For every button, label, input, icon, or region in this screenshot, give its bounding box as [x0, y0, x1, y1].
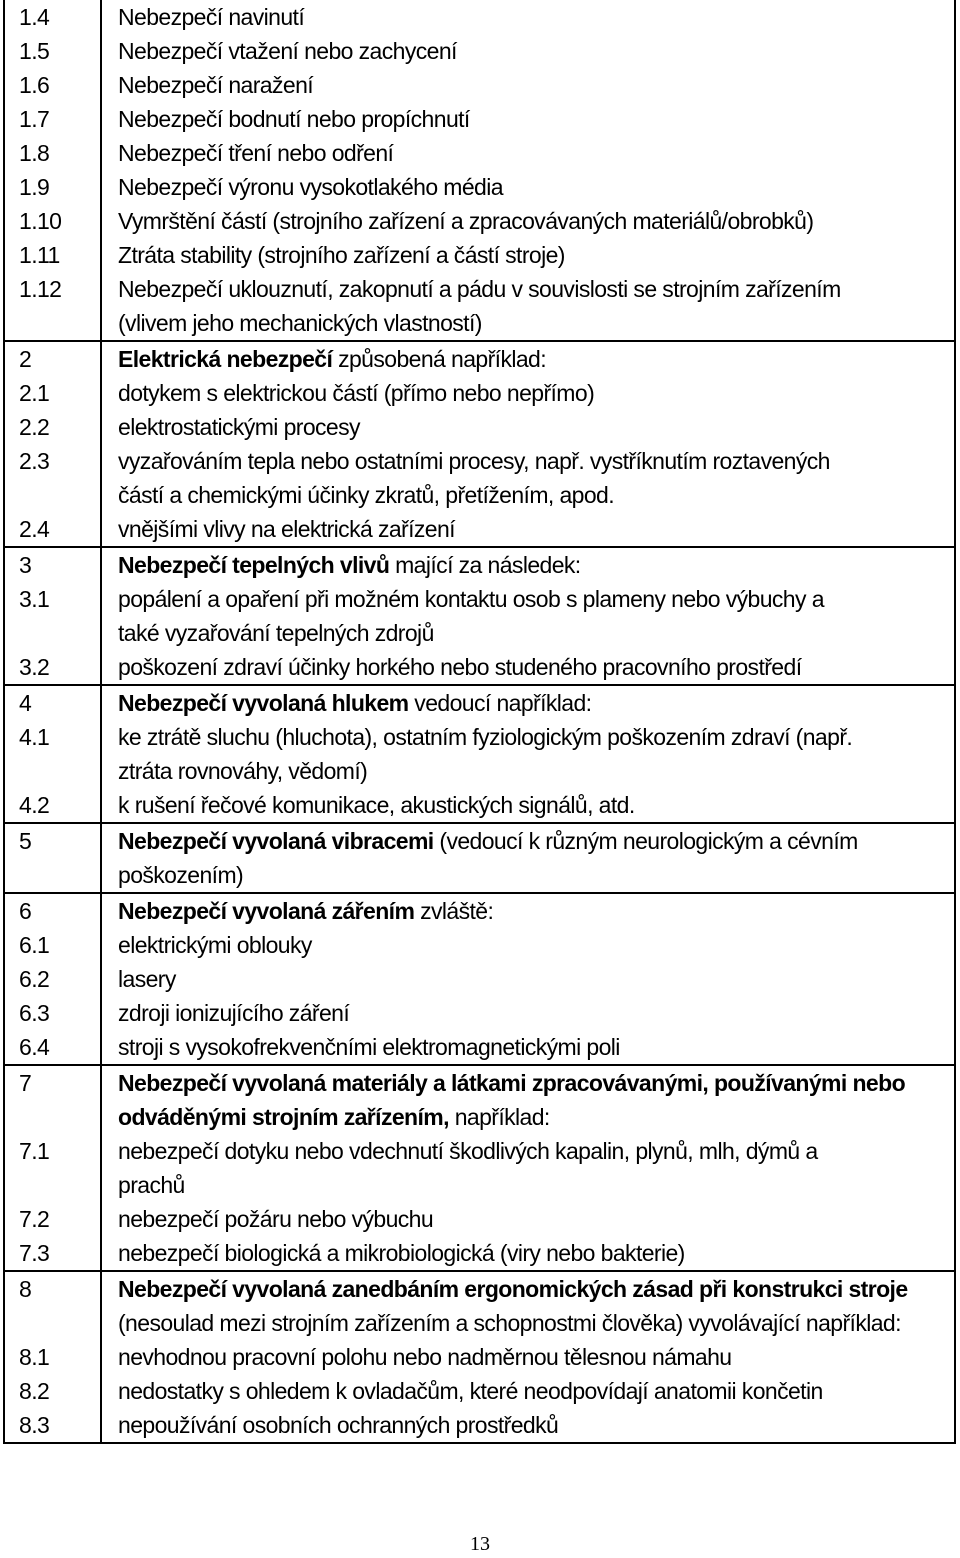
item-row: [4, 962, 955, 996]
text-line: Nebezpečí bodnutí nebo propíchnutí: [118, 106, 470, 132]
item-number: 7.3: [4, 1236, 101, 1271]
section-row: [4, 341, 955, 376]
item-text: [101, 376, 955, 410]
item-text: [101, 1271, 955, 1340]
item-text: [101, 341, 955, 376]
item-row: [4, 512, 955, 547]
section-subtitle: (nesoulad mezi strojním zařízením a schopnostmi člověka) vyvolávající například:: [118, 1310, 901, 1336]
section-title: Nebezpečí vyvolaná zanedbáním ergonomických zásad při konstrukci stroje: [118, 1276, 908, 1302]
section-row: [4, 1271, 955, 1340]
section-row: [4, 1065, 955, 1134]
item-number: 4.1: [4, 720, 101, 788]
item-text: [101, 1340, 955, 1374]
item-text: [101, 512, 955, 547]
item-number: 1.4: [4, 0, 101, 34]
item-number: 8.1: [4, 1340, 101, 1374]
item-number: 4.2: [4, 788, 101, 823]
text-line: poškození zdraví účinky horkého nebo studeného pracovního prostředí: [118, 654, 802, 680]
section-title: Nebezpečí vyvolaná vibracemi: [118, 828, 434, 854]
item-number: 3.2: [4, 650, 101, 685]
item-row: [4, 1408, 955, 1443]
item-text: [101, 547, 955, 582]
item-number: 2: [4, 341, 101, 376]
text-line: také vyzařování tepelných zdrojů: [118, 620, 434, 646]
item-text: [101, 410, 955, 444]
item-text: [101, 102, 955, 136]
section-title: Nebezpečí tepelných vlivů: [118, 552, 390, 578]
item-number: 1.6: [4, 68, 101, 102]
item-number: 8: [4, 1271, 101, 1340]
item-number: 6.3: [4, 996, 101, 1030]
item-row: [4, 272, 955, 341]
item-number: 1.9: [4, 170, 101, 204]
section-subtitle: způsobená například:: [332, 346, 547, 372]
item-number: 1.12: [4, 272, 101, 341]
text-line: ke ztrátě sluchu (hluchota), ostatním fyziologickým poškozením zdraví (např.: [118, 724, 853, 750]
section-subtitle: (vedoucí k různým neurologickým a cévním poškozením): [118, 828, 858, 888]
item-text: [101, 928, 955, 962]
item-row: [4, 238, 955, 272]
item-row: [4, 582, 955, 650]
text-line: částí a chemickými účinky zkratů, přetížením, apod.: [118, 482, 615, 508]
item-text: [101, 170, 955, 204]
text-line: vyzařováním tepla nebo ostatními procesy, např. vystříknutím roztavených: [118, 448, 830, 474]
text-line: elektrickými oblouky: [118, 932, 312, 958]
item-number: 6.4: [4, 1030, 101, 1065]
text-line: (vlivem jeho mechanických vlastností): [118, 310, 482, 336]
item-text: [101, 0, 955, 34]
hazard-table-body: [4, 0, 955, 1443]
item-number: 7: [4, 1065, 101, 1134]
item-text: [101, 1236, 955, 1271]
item-number: 1.8: [4, 136, 101, 170]
item-text: [101, 272, 955, 341]
text-line: nedostatky s ohledem k ovladačům, které neodpovídají anatomii končetin: [118, 1378, 823, 1404]
item-row: [4, 1030, 955, 1065]
text-line: Nebezpečí uklouznutí, zakopnutí a pádu v souvislosti se strojním zařízením: [118, 276, 841, 302]
text-line: Ztráta stability (strojního zařízení a částí stroje): [118, 242, 565, 268]
item-text: [101, 823, 955, 893]
item-row: [4, 34, 955, 68]
item-number: 5: [4, 823, 101, 893]
item-number: 8.2: [4, 1374, 101, 1408]
text-line: Nebezpečí navinutí: [118, 4, 305, 30]
item-text: [101, 136, 955, 170]
text-line: ztráta rovnováhy, vědomí): [118, 758, 368, 784]
item-row: [4, 1374, 955, 1408]
item-row: [4, 1202, 955, 1236]
item-text: [101, 582, 955, 650]
text-line: nebezpečí dotyku nebo vdechnutí škodlivých kapalin, plynů, mlh, dýmů a: [118, 1138, 818, 1164]
text-line: nevhodnou pracovní polohu nebo nadměrnou tělesnou námahu: [118, 1344, 732, 1370]
item-number: 6.1: [4, 928, 101, 962]
item-text: [101, 650, 955, 685]
text-line: nebezpečí biologická a mikrobiologická (viry nebo bakterie): [118, 1240, 685, 1266]
section-subtitle: mající za následek:: [389, 552, 581, 578]
item-row: [4, 1236, 955, 1271]
section-title: Elektrická nebezpečí: [118, 346, 333, 372]
item-number: 7.1: [4, 1134, 101, 1202]
item-text: [101, 1065, 955, 1134]
text-line: Nebezpečí vtažení nebo zachycení: [118, 38, 457, 64]
item-number: 2.4: [4, 512, 101, 547]
item-number: 1.11: [4, 238, 101, 272]
item-row: [4, 1134, 955, 1202]
item-text: [101, 685, 955, 720]
item-text: [101, 720, 955, 788]
section-row: [4, 823, 955, 893]
item-text: [101, 68, 955, 102]
item-row: [4, 720, 955, 788]
item-text: [101, 444, 955, 512]
text-line: Nebezpečí naražení: [118, 72, 314, 98]
section-row: [4, 547, 955, 582]
section-subtitle: například:: [448, 1104, 550, 1130]
item-row: [4, 136, 955, 170]
item-number: 6: [4, 893, 101, 928]
text-line: nebezpečí požáru nebo výbuchu: [118, 1206, 434, 1232]
item-number: 2.1: [4, 376, 101, 410]
item-text: [101, 1374, 955, 1408]
item-number: 2.2: [4, 410, 101, 444]
item-number: 1.5: [4, 34, 101, 68]
item-number: 1.10: [4, 204, 101, 238]
item-number: 2.3: [4, 444, 101, 512]
section-title: Nebezpečí vyvolaná materiály a látkami zpracovávanými, používanými nebo odváděnými strojním zařízením,: [118, 1070, 906, 1130]
text-line: popálení a opaření při možném kontaktu osob s plameny nebo výbuchy a: [118, 586, 824, 612]
item-number: 8.3: [4, 1408, 101, 1443]
item-text: [101, 204, 955, 238]
section-row: [4, 0, 955, 34]
item-row: [4, 376, 955, 410]
item-number: 1.7: [4, 102, 101, 136]
item-row: [4, 996, 955, 1030]
item-row: [4, 444, 955, 512]
item-text: [101, 1134, 955, 1202]
item-row: [4, 102, 955, 136]
text-line: lasery: [118, 966, 176, 992]
page-number: 13: [470, 1533, 490, 1555]
text-line: prachů: [118, 1172, 185, 1198]
text-line: Nebezpečí výronu vysokotlakého média: [118, 174, 503, 200]
item-text: [101, 238, 955, 272]
item-number: 3.1: [4, 582, 101, 650]
text-line: nepoužívání osobních ochranných prostředků: [118, 1412, 559, 1438]
section-row: [4, 685, 955, 720]
item-text: [101, 996, 955, 1030]
text-line: vnějšími vlivy na elektrická zařízení: [118, 516, 455, 542]
item-row: [4, 204, 955, 238]
item-number: 7.2: [4, 1202, 101, 1236]
item-number: 6.2: [4, 962, 101, 996]
text-line: Vymrštění částí (strojního zařízení a zpracovávaných materiálů/obrobků): [118, 208, 814, 234]
item-number: 3: [4, 547, 101, 582]
item-row: [4, 1340, 955, 1374]
item-text: [101, 34, 955, 68]
item-row: [4, 410, 955, 444]
item-text: [101, 962, 955, 996]
text-line: dotykem s elektrickou částí (přímo nebo nepřímo): [118, 380, 595, 406]
item-text: [101, 788, 955, 823]
text-line: stroji s vysokofrekvenčními elektromagnetickými poli: [118, 1034, 620, 1060]
hazard-table: [3, 0, 956, 1444]
section-row: [4, 893, 955, 928]
section-title: Nebezpečí vyvolaná zářením: [118, 898, 415, 924]
item-row: [4, 788, 955, 823]
item-row: [4, 650, 955, 685]
item-text: [101, 1202, 955, 1236]
item-row: [4, 928, 955, 962]
item-row: [4, 68, 955, 102]
text-line: Nebezpečí tření nebo odření: [118, 140, 394, 166]
item-row: [4, 170, 955, 204]
item-number: 4: [4, 685, 101, 720]
text-line: k rušení řečové komunikace, akustických signálů, atd.: [118, 792, 635, 818]
text-line: elektrostatickými procesy: [118, 414, 360, 440]
item-text: [101, 893, 955, 928]
section-subtitle: vedoucí například:: [408, 690, 592, 716]
section-subtitle: zvláště:: [414, 898, 494, 924]
item-text: [101, 1030, 955, 1065]
text-line: zdroji ionizujícího záření: [118, 1000, 350, 1026]
item-text: [101, 1408, 955, 1443]
section-title: Nebezpečí vyvolaná hlukem: [118, 690, 409, 716]
